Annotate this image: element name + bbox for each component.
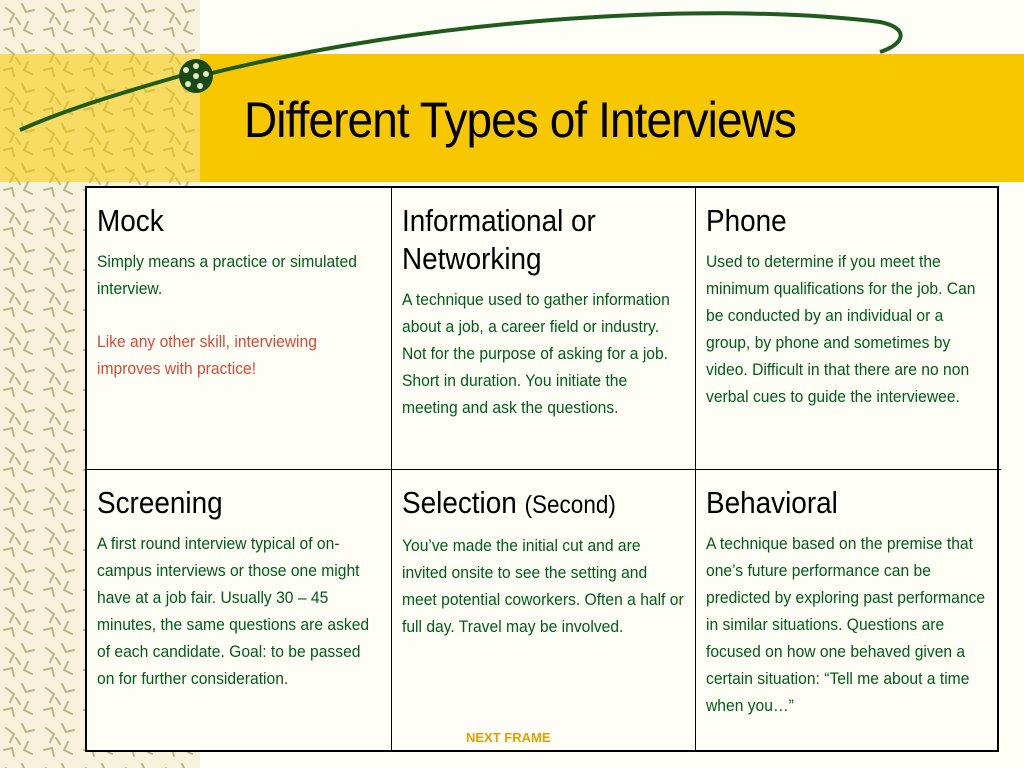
cell-body: A first round interview typical of on-campus interviews or those one might have at a job fair. Usually 30 – 45 minutes, the same questions are asked of each candidate. Goal: to be passed on for further consideration. xyxy=(97,534,370,688)
cell-behavioral xyxy=(696,470,1001,752)
cell-phone xyxy=(696,188,1001,470)
title-band-left xyxy=(0,54,200,182)
cell-heading: Informational or Networking xyxy=(402,203,596,276)
cell-screening xyxy=(87,470,392,752)
cell-selection xyxy=(392,470,696,752)
cell-mock xyxy=(87,188,392,470)
cell-heading-suffix: (Second) xyxy=(524,491,616,519)
cell-body: Simply means a practice or simulated interview. xyxy=(97,252,357,298)
cell-heading: Behavioral xyxy=(706,485,838,520)
cell-informational xyxy=(392,188,696,470)
cell-body: Used to determine if you meet the minimum qualifications for the job. Can be conducted by an individual or a group, by phone and sometimes by video. Difficult in that there are no non verbal cues to guide the interviewee. xyxy=(706,252,976,406)
cell-note: Like any other skill, interviewing improves with practice! xyxy=(97,332,317,378)
next-frame-link[interactable]: NEXT FRAME xyxy=(466,730,551,745)
cell-heading: Phone xyxy=(706,203,787,238)
cell-body: A technique based on the premise that one’s future performance can be predicted by exploring past performance in similar situations. Questions are focused on how one behaved given a certain situation: “Tell me about a time when you…” xyxy=(706,534,986,715)
cell-body: A technique used to gather information about a job, a career field or industry. Not for the purpose of asking for a job. Short in duration. You initiate the meeting and ask the questions. xyxy=(402,290,670,417)
cell-heading: Screening xyxy=(97,485,223,520)
slide-title: Different Types of Interviews xyxy=(244,92,797,148)
cell-heading xyxy=(402,484,685,524)
interview-types-table xyxy=(85,186,999,752)
cell-heading: Mock xyxy=(97,203,164,238)
cell-heading-main: Selection xyxy=(402,485,517,520)
cell-body: You’ve made the initial cut and are invited onsite to see the setting and meet potential coworkers. Often a half or full day. Travel may be involved. xyxy=(402,536,684,636)
